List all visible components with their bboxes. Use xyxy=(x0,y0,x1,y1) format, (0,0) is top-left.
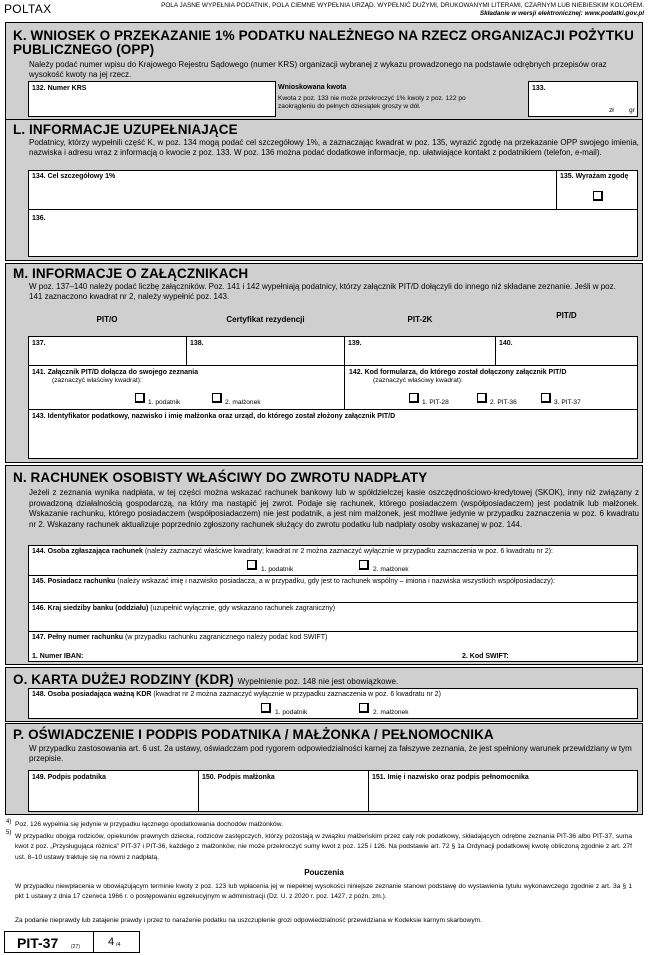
section-p-title: P. OŚWIADCZENIE I PODPIS PODATNIKA / MAŁŻONKA / PEŁNOMOCNIKA xyxy=(13,727,494,742)
field-144-note: (należy zaznaczyć właściwe kwadraty; kwadrat nr 2 można zaznaczyć wyłącznie w przypadku zaznaczenia w poz. 6 kwadratu nr 2): xyxy=(144,548,553,555)
field-147-account xyxy=(28,631,638,662)
section-o-tail: Wypełnienie poz. 148 nie jest obowiązkowe. xyxy=(237,677,399,686)
field-150-label: 150. Podpis małżonka xyxy=(202,774,275,781)
field-136-additional[interactable] xyxy=(28,209,638,257)
f142-opt2: 2. PIT-36 xyxy=(490,399,517,406)
swift-label: 2. Kod SWIFT: xyxy=(462,653,509,660)
field-137-label: 137. xyxy=(32,340,46,347)
field-142 xyxy=(344,365,638,410)
iban-input[interactable] xyxy=(91,650,471,660)
field-144 xyxy=(28,545,638,576)
f142-opt3: 3. PIT-37 xyxy=(554,399,581,406)
field-139[interactable] xyxy=(344,336,496,366)
section-l xyxy=(5,119,643,261)
section-m-title: M. INFORMACJE O ZAŁĄCZNIKACH xyxy=(13,266,249,281)
field-151-label: 151. Imię i nazwisko oraz podpis pełnomocnika xyxy=(372,774,529,781)
field-138[interactable] xyxy=(186,336,345,366)
field-148 xyxy=(28,688,638,719)
page-number-box xyxy=(93,931,140,953)
instructions-p1: W przypadku niewpłacenia w obowiązującym terminie kwoty z poz. 123 lub wpłacenia jej w niepełnej wysokości niniejsze zeznanie stanowi podstawę do wystawienia tytułu wykonawczego zgodnie z art. 3a § 1 pkt 1 ustawy z dnia 17 czerwca 1966 r. o postępowaniu egzekucyjnym w administracji (Dz. U. z 2020 r. poz. 1427, z późn. zm.). xyxy=(15,883,632,900)
field-150-spouse-signature[interactable] xyxy=(198,770,369,812)
unit-zl: zł xyxy=(609,107,614,114)
field-140[interactable] xyxy=(495,336,638,366)
field-134-goal[interactable] xyxy=(28,170,557,210)
field-148-note: (kwadrat nr 2 można zaznaczyć wyłącznie w przypadku zaznaczenia w poz. 6 kwadratu nr 2) xyxy=(153,691,441,698)
section-l-title: L. INFORMACJE UZUPEŁNIAJĄCE xyxy=(13,122,238,137)
field-133-amount[interactable] xyxy=(528,81,638,117)
field-133-label: 133. xyxy=(532,85,546,92)
page-number: 4 xyxy=(108,936,115,948)
section-n-desc: Jeżeli z zeznania wynika nadpłata, w tej części można wskazać rachunek bankowy lub w spółdzielczej kasie oszczędnościowo-kredytowej (SKOK), inny niż związany z prowadzoną działalnością gospodarczą, na który ma nastąpić jej zwrot. Podaje się rachunek, którego posiadaczem (współposiadaczem) jest podatnik lub małżonek. Wskazanie rachunku, którego posiadaczem (współposiadaczem) nie jest podatnik, a jest nim małżonek, jest możliwe jedynie w przypadku zaznaczenia w poz. 6 kwadratu nr 2. Wskazany rachunek aktualizuje poprzednio zgłoszony rachunek służący do zwrotu podatku lub nadpłaty osoby wskazanej w poz. 144. xyxy=(29,488,639,529)
instructions-title: Pouczenia xyxy=(304,868,344,877)
f144-opt1: 1. podatnik xyxy=(261,566,294,573)
field-147-label xyxy=(32,634,327,642)
footnote-5: W przypadku obojga rodziców, opiekunów prawnych dziecka, rodziców zastępczych, którzy pozostają w związku małżeńskim przez cały rok podatkowy, składających odrębne zeznania PIT-36 albo PIT-37, suma kwot z poz. „Przysługująca różnica” PIT-37 i PIT-36, każdego z małżonków, nie może przekroczyć sumy kwot z poz. 125 i 126. Na podstawie art. 72 § 1a Ordynacji podatkowej kwotę obliczoną zgodnie z art. 27f ust. 8–10 ustawy traktuje się na równi z nadpłatą. xyxy=(15,833,632,861)
field-144-title: 144. Osoba zgłaszająca rachunek xyxy=(32,548,143,555)
footnote-5-mark: 5) xyxy=(6,830,12,836)
unit-gr: gr xyxy=(629,107,635,114)
col-pitd: PIT/D xyxy=(556,311,577,320)
footnote-4: Poz. 126 wypełnia się jedynie w przypadku łącznego opodatkowania dochodów małżonków. xyxy=(15,821,283,828)
f142-pit37-checkbox[interactable] xyxy=(541,393,551,403)
field-142-sub: (zaznaczyć właściwy kwadrat): xyxy=(373,377,463,384)
consent-checkbox[interactable] xyxy=(593,191,603,201)
footnote-4-mark: 4) xyxy=(6,819,12,825)
f142-pit36-checkbox[interactable] xyxy=(477,393,487,403)
kwota-title: Wnioskowana kwota xyxy=(278,84,347,91)
field-136-label: 136. xyxy=(32,215,46,222)
f148-taxpayer-checkbox[interactable] xyxy=(261,703,271,713)
section-n xyxy=(5,465,643,665)
f141-spouse-checkbox[interactable] xyxy=(212,393,222,403)
field-132-krs[interactable] xyxy=(28,81,276,117)
field-147-note: (w przypadku rachunku zagranicznego należy podać kod SWIFT) xyxy=(125,634,328,641)
field-146-title: 146. Kraj siedziby banku (oddziału) xyxy=(32,605,149,612)
field-135-consent xyxy=(556,170,638,210)
swift-input[interactable] xyxy=(517,650,635,660)
field-149-signature[interactable] xyxy=(28,770,199,812)
field-151-proxy[interactable] xyxy=(368,770,638,812)
field-138-label: 138. xyxy=(190,340,204,347)
field-140-label: 140. xyxy=(499,340,513,347)
f148-opt2: 2. małżonek xyxy=(373,709,409,716)
field-145-note: (należy wskazać imię i nazwisko posiadacza, a w przypadku, gdy jest to rachunek wspólny – imiona i nazwiska wszystkich współposiadaczy): xyxy=(117,578,555,585)
col-pit2k: PIT-2K xyxy=(407,315,433,324)
field-141-label: 141. Załącznik PIT/D dołącza do swojego zeznania xyxy=(32,369,199,376)
f141-opt2: 2. małżonek xyxy=(225,399,261,406)
instructions-p2: Za podanie nieprawdy lub zatajenie prawdy i przez to narażenie podatku na uszczuplenie grozi odpowiedzialność przewidziana w Kodeksie karnym skarbowym. xyxy=(15,917,482,924)
kwota-note: Kwota z poz. 133 nie może przekroczyć 1% kwoty z poz. 122 po zaokrągleniu do pełnych dziesiątek groszy w dół. xyxy=(278,95,466,110)
field-145-holder[interactable] xyxy=(28,575,638,603)
f144-opt2: 2. małżonek xyxy=(373,566,409,573)
section-l-desc: Podatnicy, którzy wypełnili część K, w poz. 134 mogą podać cel szczegółowy 1%, a zaznaczając kwadrat w poz. 135, wyrazić zgodę na przekazanie OPP swojego imienia, nazwiska i adresu wraz z informacją o kwocie z poz. 133. W poz. 136 można podać dodatkowe informacje, np. ułatwiające kontakt z podatnikiem (telefon, e-mail). xyxy=(29,138,639,157)
col-pito: PIT/O xyxy=(96,315,118,324)
section-p-desc: W przypadku zastosowania art. 6 ust. 2a ustawy, oświadczam pod rygorem odpowiedzialności karnej za fałszywe zeznania, że jest spełniony warunek przewidziany w tym przepisie. xyxy=(29,744,632,763)
form-code-box xyxy=(4,931,94,953)
electronic-filing: Składanie w wersji elektronicznej: www.podatki.gov.pl xyxy=(479,10,644,17)
field-148-title: 148. Osoba posiadająca ważną KDR xyxy=(32,691,152,698)
section-k xyxy=(5,22,643,120)
field-146-note: (uzupełnić wyłącznie, gdy wskazano rachunek zagraniczny) xyxy=(150,605,336,612)
form-code: PIT-37 xyxy=(17,935,59,951)
fill-instruction: POLA JASNE WYPEŁNIA PODATNIK, POLA CIEMNE WYPEŁNIA URZĄD. WYPEŁNIĆ DUŻYMI, DRUKOWANYMI LITERAMI, CZARNYM LUB NIEBIESKIM KOLOREM. xyxy=(161,2,644,9)
field-141 xyxy=(28,365,345,410)
f144-taxpayer-checkbox[interactable] xyxy=(247,560,257,570)
field-148-label xyxy=(32,691,441,699)
section-k-desc: Należy podać numer wpisu do Krajowego Rejestru Sądowego (numer KRS) organizacji wybranej z wykazu prowadzonego na podstawie odrębnych przepisów oraz wysokość kwoty na jej rzecz. xyxy=(29,60,607,79)
brand: POLTAX xyxy=(4,2,52,16)
section-m-desc: W poz. 137–140 należy podać liczbę załączników. Poz. 141 i 142 wypełniają podatnicy, którzy załącznik PIT/D dołączyli do innego niż składane zeznanie. Jeśli w poz. 141 zaznaczono kwadrat nr 2, należy wypełnić poz. 143. xyxy=(29,282,616,301)
field-147-title: 147. Pełny numer rachunku xyxy=(32,634,124,641)
field-134-label: 134. Cel szczegółowy 1% xyxy=(32,173,116,180)
kwota-info xyxy=(278,81,528,117)
field-145-label xyxy=(32,578,555,586)
field-149-label: 149. Podpis podatnika xyxy=(32,774,106,781)
field-132-label: 132. Numer KRS xyxy=(32,85,87,92)
field-143[interactable] xyxy=(28,409,638,459)
f148-opt1: 1. podatnik xyxy=(275,709,308,716)
field-145-title: 145. Posiadacz rachunku xyxy=(32,578,116,585)
section-p xyxy=(5,723,643,815)
f144-spouse-checkbox[interactable] xyxy=(359,560,369,570)
field-139-label: 139. xyxy=(348,340,362,347)
form-version: (27) xyxy=(71,944,80,950)
field-143-label: 143. Identyfikator podatkowy, nazwisko i imię małżonka oraz urząd, do którego został złożony załącznik PIT/D xyxy=(32,413,396,420)
section-o-heading: O. KARTA DUŻEJ RODZINY (KDR) xyxy=(13,672,234,687)
f142-pit28-checkbox[interactable] xyxy=(409,393,419,403)
f148-spouse-checkbox[interactable] xyxy=(359,703,369,713)
f141-taxpayer-checkbox[interactable] xyxy=(135,393,145,403)
section-k-title: K. WNIOSEK O PRZEKAZANIE 1% PODATKU NALEŻNEGO NA RZECZ ORGANIZACJI POŻYTKU PUBLICZNEGO (OPP) xyxy=(13,28,634,57)
iban-label: 1. Numer IBAN: xyxy=(32,653,84,660)
field-142-label: 142. Kod formularza, do którego został dołączony załącznik PIT/D xyxy=(349,369,567,376)
section-m xyxy=(5,263,643,463)
field-135-label: 135. Wyrażam zgodę xyxy=(560,173,629,180)
field-146-label xyxy=(32,605,335,613)
section-o-title xyxy=(13,673,398,689)
field-141-sub: (zaznaczyć właściwy kwadrat): xyxy=(52,377,142,384)
section-o xyxy=(5,667,643,722)
f142-opt1: 1. PIT-28 xyxy=(422,399,449,406)
page-total: /4 xyxy=(116,942,121,948)
f141-opt1: 1. podatnik xyxy=(148,399,181,406)
field-144-label xyxy=(32,548,553,556)
section-n-title: N. RACHUNEK OSOBISTY WŁAŚCIWY DO ZWROTU NADPŁATY xyxy=(13,470,428,485)
attachment-headers xyxy=(28,309,638,339)
col-certificate: Certyfikat rezydencji xyxy=(226,315,305,324)
field-137[interactable] xyxy=(28,336,187,366)
field-146-bank-country[interactable] xyxy=(28,602,638,632)
